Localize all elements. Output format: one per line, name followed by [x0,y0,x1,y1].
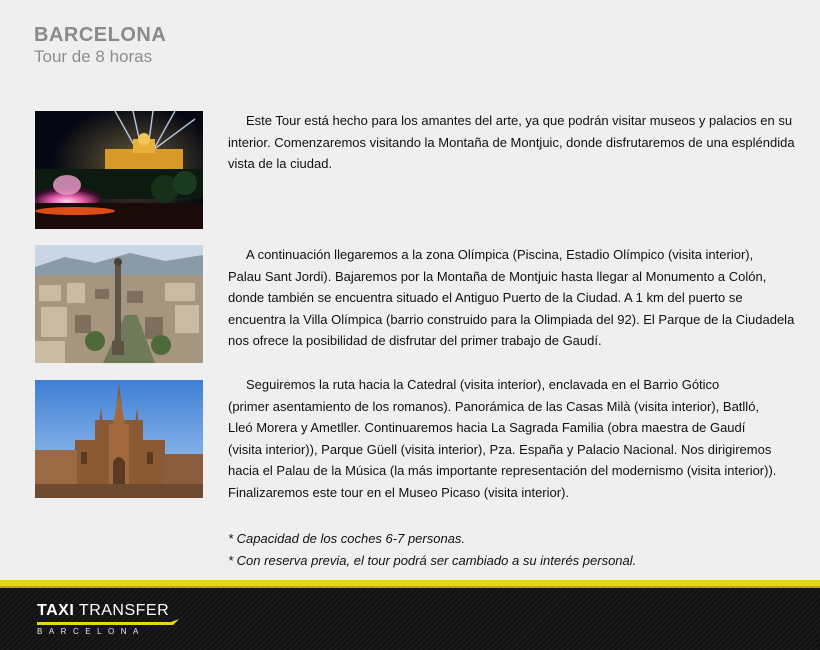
paragraph-line: (visita interior)), Parque Güell (visita interior), Pza. España y Palacio Nacional. Nos dirigiremos [228,441,772,457]
footer [0,588,820,650]
paragraph-line: Lleó Morera y Ametller. Continuaremos hacia La Sagrada Familia (obra maestra de Gaudí [228,420,746,436]
page-subtitle: Tour de 8 horas [34,47,153,66]
notes [228,528,636,571]
tour-paragraph-1 [228,110,795,175]
taxi-transfer-logo[interactable] [37,602,169,636]
note-reservation: * Con reserva previa, el tour podrá ser cambiado a su interés personal. [228,552,637,568]
paragraph-line: Finalizaremos este tour en el Museo Picaso (visita interior). [228,484,570,500]
logo-bold-word: TAXI [37,602,75,619]
paragraph-line: interior. Comenzaremos visitando la Montaña de Montjuic, donde disfrutaremos de una espléndida [228,134,795,150]
tour-paragraph-2 [228,244,803,352]
columbus-monument-city-view-photo [35,245,203,363]
logo-swoosh-icon [37,619,187,629]
montjuic-palace-fountain-night-photo [35,111,203,229]
paragraph-line: A continuación llegaremos a la zona Olímpica (Piscina, Estadio Olímpico (visita interior), [246,247,754,262]
page-header [34,24,166,67]
page-title: BARCELONA [34,24,167,46]
logo-subtitle: BARCELONA [37,627,145,636]
paragraph-line: Palau Sant Jordi). Bajaremos por la Montaña de Montjuic hasta llegar al Monumento a Colón, [228,268,767,284]
paragraph-line: vista de la ciudad. [228,156,333,172]
paragraph-line: hacia el Palau de la Música (la más importante representación del modernismo (visita interior)). [228,463,777,479]
paragraph-line: (primer asentamiento de los romanos). Panorámica de las Casas Milà (visita interior), Batlló, [228,398,760,414]
paragraph-line: donde también se encuentra situado el Antiguo Puerto de la Ciudad. A 1 km del puerto se [228,290,743,306]
paragraph-line: Este Tour está hecho para los amantes del arte, ya que podrán visitar museos y palacios en su [246,113,793,128]
tour-paragraph-3 [228,374,803,504]
logo-wordmark [37,602,169,620]
barcelona-cathedral-photo [35,380,203,498]
logo-rest-word: TRANSFER [78,602,170,619]
paragraph-line: encuentra la Villa Olímpica (barrio construido para la Olimpiada del 92). El Parque de la Ciudadela [228,311,795,327]
paragraph-line: nos ofrece la posibilidad de disfrutar del primer trabajo de Gaudí. [228,333,602,349]
paragraph-line: Seguiremos la ruta hacia la Catedral (visita interior), enclavada en el Barrio Gótico [246,377,720,392]
note-capacity: * Capacidad de los coches 6-7 personas. [228,531,466,546]
